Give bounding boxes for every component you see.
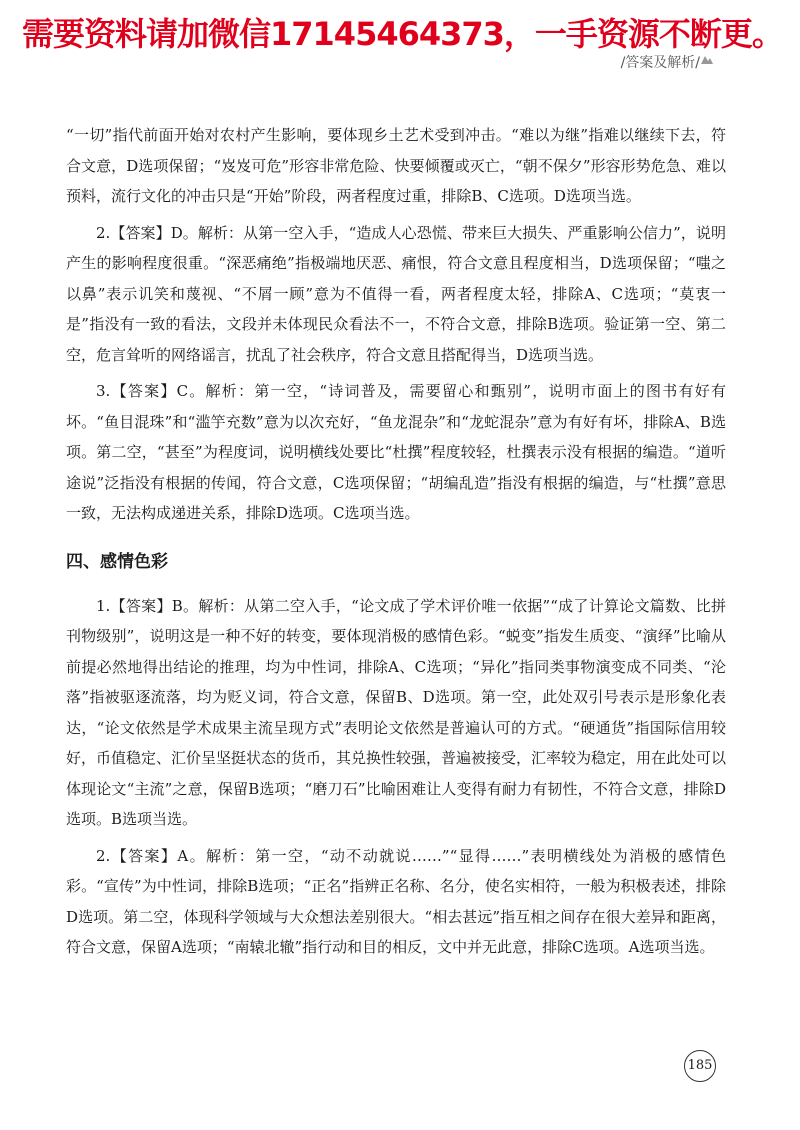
- running-head: /答案及解析/: [620, 55, 700, 71]
- answer-explanation-body: [66, 120, 726, 969]
- answer-item-3: 3.【答案】C。解析：第一空，“诗词普及，需要留心和甄别”，说明市面上的图书有好有坏。“鱼目混珠”和“滥竽充数”意为以次充好，“鱼龙混杂”和“龙蛇混杂”意为有好有坏，排除A、B选项。第二空，“甚至”为程度词，说明横线处要比“杜撰”程度较轻，杜撰表示没有根据的编造。“道听途说”泛指没有根据的传闻，符合文意，C选项保留；“胡编乱造”指没有根据的编造，与“杜撰”意思一致，无法构成递进关系，排除D选项。C选项当选。: [66, 382, 726, 522]
- header-ornament-icon: [700, 52, 714, 66]
- section-heading: 四、感情色彩: [66, 551, 168, 572]
- answer-item-2: 2.【答案】D。解析：从第一空入手，“造成人心恐慌、带来巨大损失、严重影响公信力”，说明产生的影响程度很重。“深恶痛绝”指极端地厌恶、痛恨，符合文意且程度相当，D选项保留；“嗤之以鼻”表示讥笑和蔑视、“不屑一顾”意为不值得一看，两者程度太轻，排除A、C选项；“莫衷一是”指没有一致的看法，文段并未体现民众看法不一，不符合文意，排除B选项。验证第一空、第二空，危言耸听的网络谣言，扰乱了社会秩序，符合文意且搭配得当，D选项当选。: [66, 223, 726, 364]
- answer-item-2: 2.【答案】A。解析：第一空，“动不动就说……”“显得……”表明横线处为消极的感情色彩。“宣传”为中性词，排除B选项；“正名”指辨正名称、名分，使名实相符，一般为积极表述，排除D选项。第二空，体现科学领域与大众想法差别很大。“相去甚远”指互相之间存在很大差异和距离，符合文意，保留A选项；“南辕北辙”指行动和目的相反，文中并无此意，排除C选项。A选项当选。: [66, 846, 726, 956]
- watermark-banner: 需要资料请加微信17145464373，一手资源不断更。: [22, 15, 783, 53]
- answer-item-1: 1.【答案】B。解析：从第二空入手，“论文成了学术评价唯一依据”“成了计算论文篇数、比拼刊物级别”，说明这是一种不好的转变，要体现消极的感情色彩。“蜕变”指发生质变、“演绎”比喻从前提必然地得出结论的推理，均为中性词，排除A、C选项；“异化”指同类事物演变成不同类、“沦落”指被驱逐流落，均为贬义词，符合文意，保留B、D选项。第一空，此处双引号表示是形象化表达，“论文依然是学术成果主流呈现方式”表明论文依然是普遍认可的方式。“硬通货”指国际信用较好，币值稳定、汇价呈坚挺状态的货币，其兑换性较强，普遍被接受，汇率较为稳定，用在此处可以体现论文“主流”之意，保留B选项；“磨刀石”比喻困难让人变得有耐力有韧性，不符合文意，排除D选项。B选项当选。: [66, 596, 727, 828]
- paragraph-continuation: “一切”指代前面开始对农村产生影响，要体现乡土艺术受到冲击。“难以为继”指难以继续下去，符合文意，D选项保留；“岌岌可危”形容非常危险、快要倾覆或灭亡，“朝不保夕”形容形势危急、难以预料，流行文化的冲击只是“开始”阶段，两者程度过重，排除B、C选项。D选项当选。: [66, 126, 726, 205]
- page-number: 185: [684, 1050, 716, 1082]
